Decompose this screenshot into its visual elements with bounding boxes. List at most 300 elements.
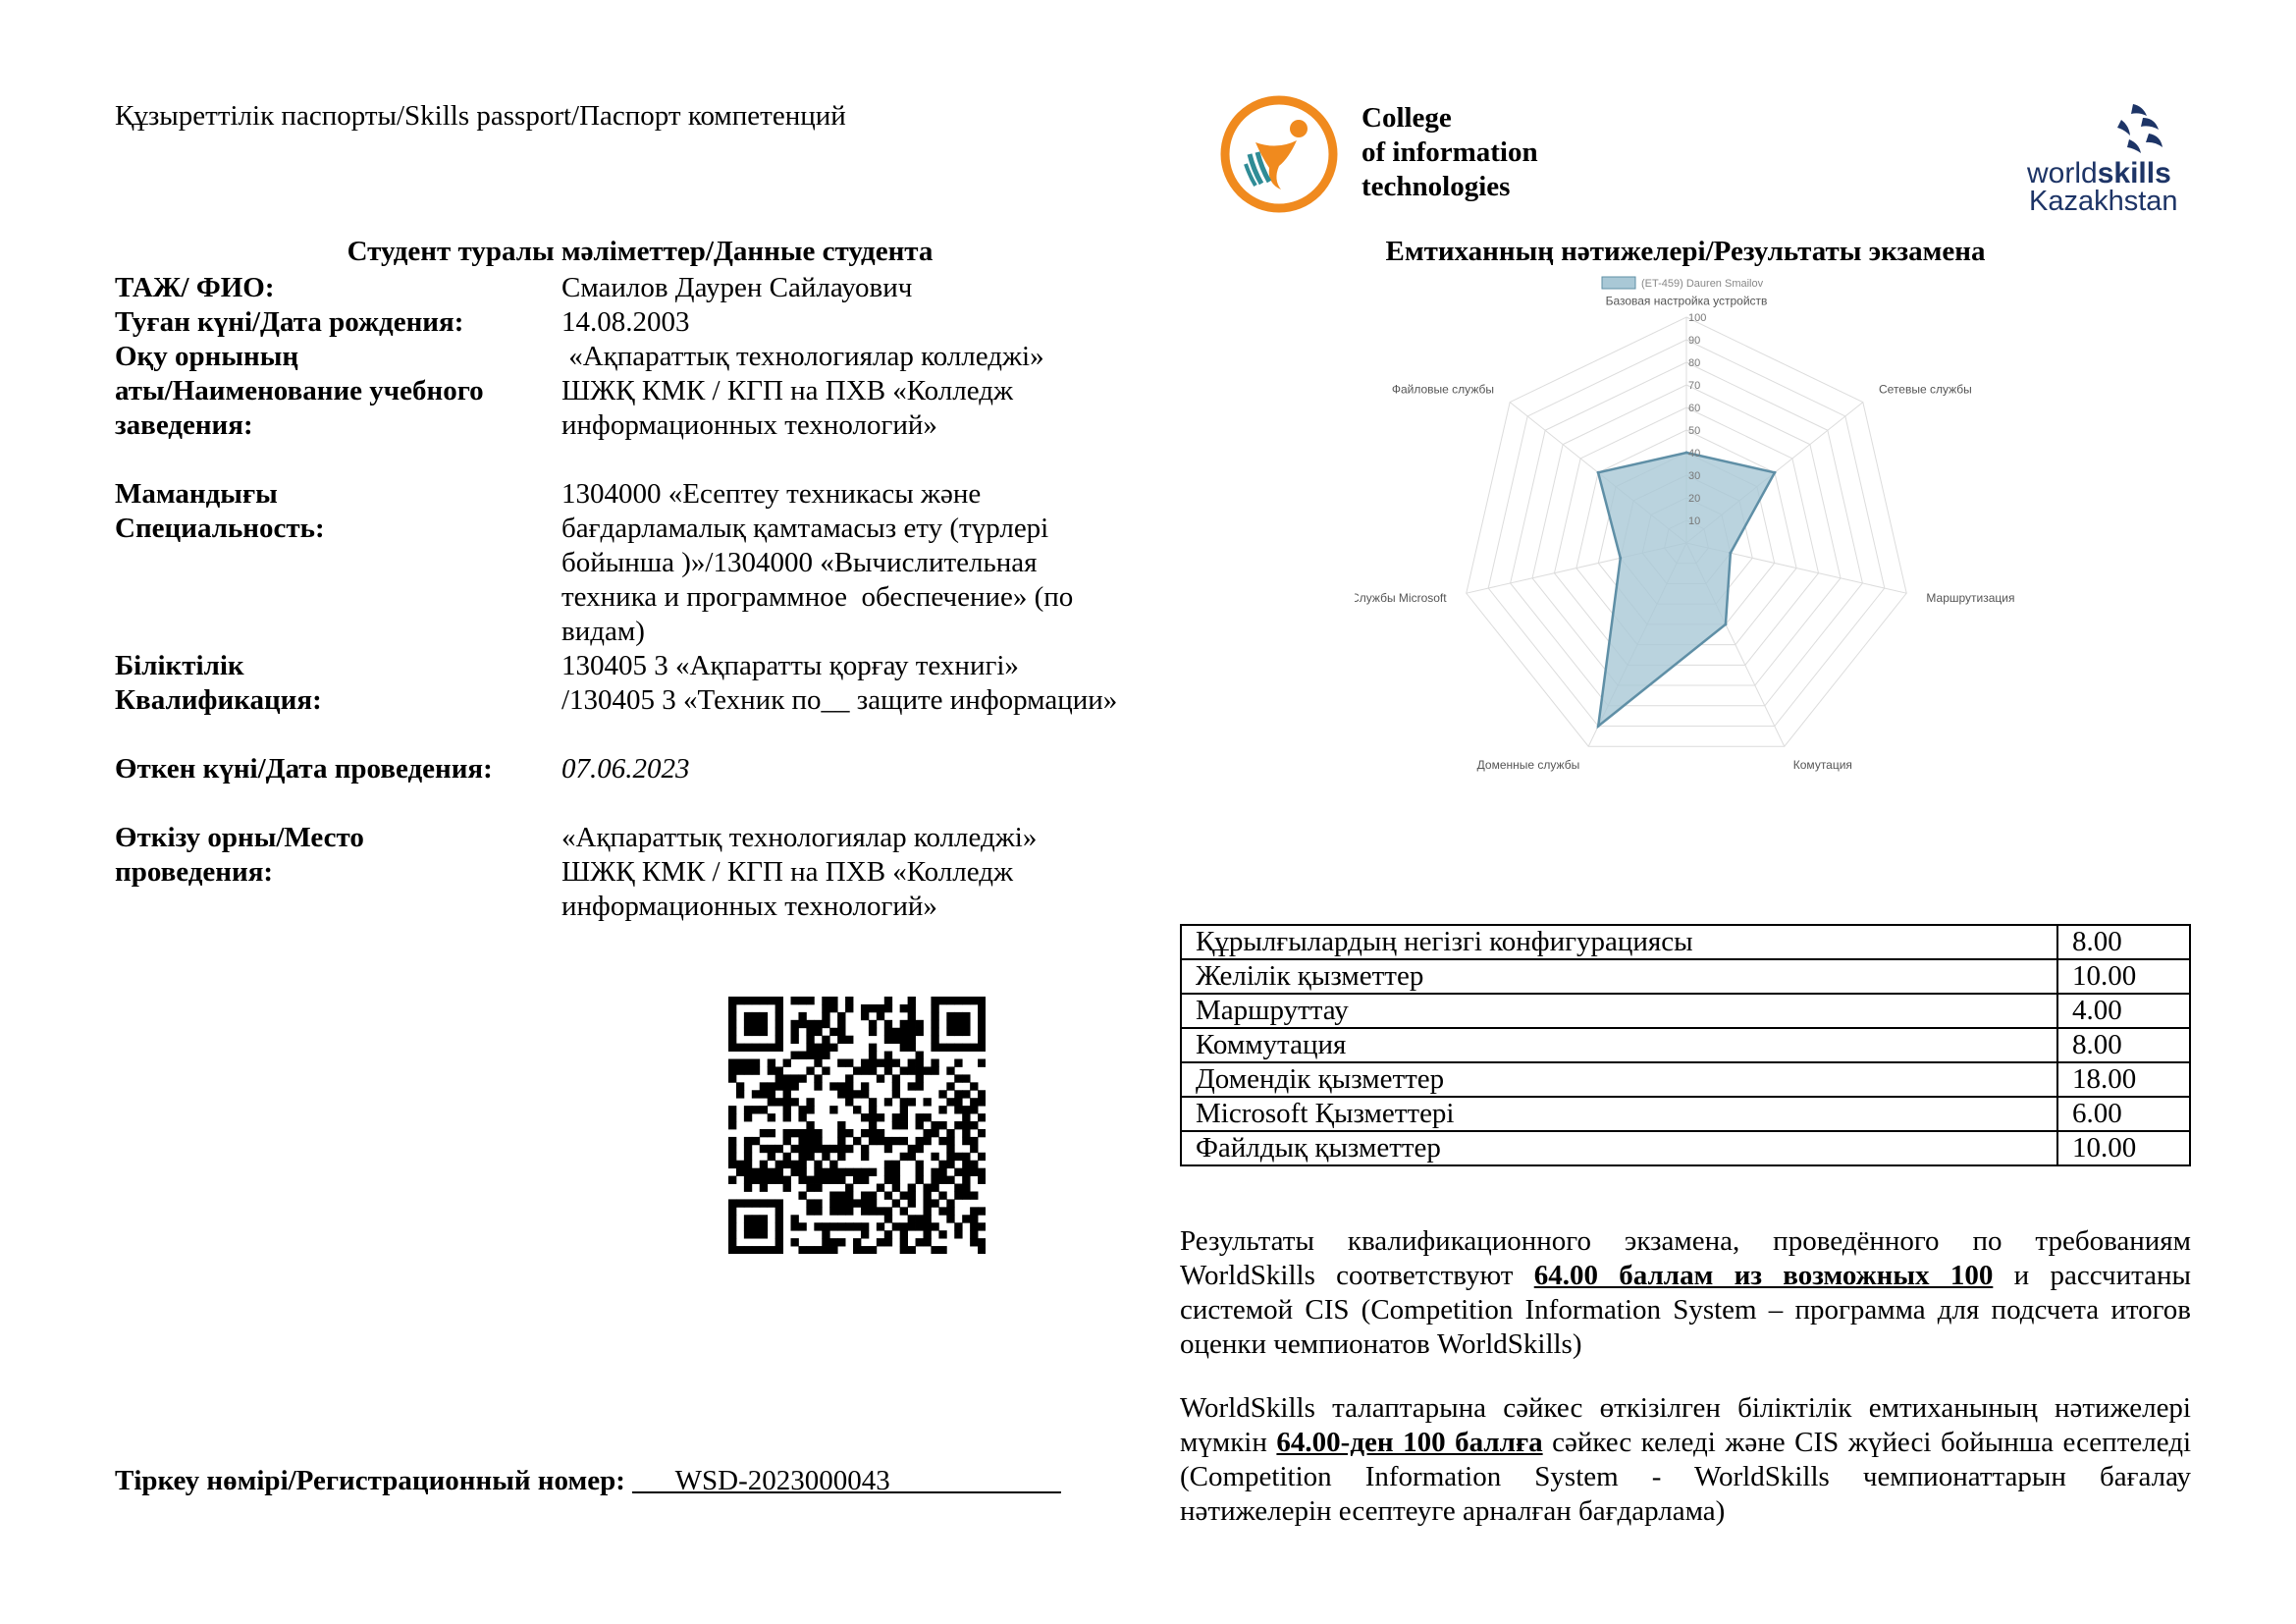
qr-module <box>822 1004 829 1012</box>
qr-module <box>822 1036 829 1044</box>
specialty-value <box>561 477 1165 649</box>
qr-module <box>869 1059 877 1067</box>
qr-module <box>954 1222 962 1230</box>
qr-module <box>783 1153 791 1161</box>
qr-module <box>853 1199 861 1207</box>
qr-module <box>845 1074 853 1082</box>
qr-module <box>768 1113 775 1121</box>
qr-module <box>946 1044 954 1052</box>
qr-module <box>861 1113 869 1121</box>
specialty-row <box>115 477 1165 649</box>
qr-module <box>791 1036 799 1044</box>
qr-module <box>861 1066 869 1074</box>
qr-module <box>892 1036 900 1044</box>
qr-module <box>845 1207 853 1215</box>
qr-module <box>845 1199 853 1207</box>
qr-module <box>861 1090 869 1098</box>
qr-module <box>916 1215 924 1222</box>
qr-module <box>884 1098 892 1106</box>
score-row <box>1181 994 2190 1028</box>
qr-module <box>970 1168 978 1176</box>
qr-module <box>869 1191 877 1199</box>
qr-module <box>938 1176 946 1184</box>
qr-module <box>783 1059 791 1067</box>
qr-module <box>931 1222 938 1230</box>
qr-module <box>900 1020 908 1028</box>
qr-module <box>728 1004 736 1012</box>
dob-label: Туған күні/Дата рождения: <box>115 306 464 338</box>
qr-module <box>728 1121 736 1129</box>
fio-value: Смаилов Даурен Сайлауович <box>561 272 913 303</box>
qr-module <box>798 1113 806 1121</box>
score-row-name: Желілік қызметтер <box>1181 959 2057 994</box>
qr-module <box>954 1020 962 1028</box>
qr-module <box>884 1145 892 1153</box>
qr-module <box>923 1207 931 1215</box>
qr-module <box>931 1153 938 1161</box>
qr-module <box>822 1230 829 1238</box>
qr-module <box>806 997 814 1004</box>
qr-module <box>760 1168 768 1176</box>
qr-module <box>931 1059 938 1067</box>
qr-module <box>829 1199 837 1207</box>
qr-module <box>861 1082 869 1090</box>
qr-module <box>900 1066 908 1074</box>
qr-module <box>837 1090 845 1098</box>
qr-module <box>916 1168 924 1176</box>
qr-module <box>744 1176 752 1184</box>
category-label: Комутация <box>1792 757 1852 772</box>
specialty-label-line2: Специальность: <box>115 513 325 544</box>
qr-module <box>884 1176 892 1184</box>
qr-module <box>760 1012 768 1020</box>
score-row <box>1181 1131 2190 1165</box>
qualification-label <box>115 649 561 718</box>
qr-module <box>768 1153 775 1161</box>
qr-module <box>752 1020 760 1028</box>
qr-module <box>861 1199 869 1207</box>
qr-module <box>728 1145 736 1153</box>
qr-module <box>822 1145 829 1153</box>
qr-module <box>923 1191 931 1199</box>
qr-module <box>908 1153 916 1161</box>
school-label-line2: аты/Наименование учебного <box>115 375 484 406</box>
qr-module <box>814 1207 822 1215</box>
result-ru-text2: и рассчитаны системой CIS (Competition Information System – программа для подсчета итогов оценки чемпионатов WorldSkills) <box>1180 1260 2191 1360</box>
qualification-row <box>115 649 1165 718</box>
qr-module <box>877 1059 884 1067</box>
qr-module <box>728 1020 736 1028</box>
qr-module <box>775 1168 783 1176</box>
school-value-line3: информационных технологий» <box>561 409 937 441</box>
qr-module <box>829 1028 837 1036</box>
qr-module <box>837 1222 845 1230</box>
score-row <box>1181 959 2190 994</box>
student-section-title: Студент туралы мәліметтер/Данные студента <box>347 236 934 267</box>
qr-module <box>892 1121 900 1129</box>
qr-module <box>760 1020 768 1028</box>
qr-module <box>736 1161 744 1168</box>
qr-module <box>970 1161 978 1168</box>
qr-module <box>970 1215 978 1222</box>
qr-module <box>900 1098 908 1106</box>
qr-module <box>768 1098 775 1106</box>
qr-module <box>760 1129 768 1137</box>
qr-code-icon <box>728 997 986 1254</box>
qr-module <box>806 1036 814 1044</box>
qr-module <box>744 1137 752 1145</box>
qr-module <box>853 1222 861 1230</box>
qr-module <box>845 1145 853 1153</box>
qr-module <box>744 1020 752 1028</box>
qr-module <box>798 1106 806 1113</box>
qr-module <box>861 1222 869 1230</box>
qr-module <box>806 1207 814 1215</box>
qr-module <box>760 1184 768 1192</box>
qr-module <box>908 1059 916 1067</box>
series-point <box>1619 557 1622 560</box>
qr-module <box>798 1012 806 1020</box>
qr-module <box>829 1004 837 1012</box>
qr-module <box>869 1052 877 1059</box>
qr-module <box>837 1036 845 1044</box>
qr-module <box>931 1020 938 1028</box>
qr-module <box>837 1082 845 1090</box>
qr-module <box>814 1145 822 1153</box>
result-ru-text1: Результаты квалификационного экзамена, проведённого по требованиям WorldSkills соответствуют <box>1180 1225 2191 1291</box>
qr-module <box>829 1044 837 1052</box>
qr-module <box>829 1106 837 1113</box>
qr-module <box>978 1004 986 1012</box>
qr-module <box>931 1012 938 1020</box>
qr-module <box>931 1028 938 1036</box>
qr-module <box>884 1161 892 1168</box>
tick-label: 40 <box>1688 448 1701 460</box>
qr-module <box>736 1246 744 1254</box>
qr-module <box>869 1207 877 1215</box>
qualification-label-line1: Біліктілік <box>115 650 244 681</box>
qr-module <box>736 1082 744 1090</box>
tick-label: 100 <box>1688 312 1707 324</box>
qr-module <box>806 1246 814 1254</box>
qr-module <box>728 1199 736 1207</box>
legend-swatch <box>1602 277 1635 289</box>
qr-module <box>869 1137 877 1145</box>
qr-module <box>931 1246 938 1254</box>
qr-module <box>946 1137 954 1145</box>
qr-module <box>978 1176 986 1184</box>
qr-module <box>829 1222 837 1230</box>
fio-row <box>115 271 1165 305</box>
qr-module <box>884 1028 892 1036</box>
qr-module <box>900 1230 908 1238</box>
qr-module <box>744 1199 752 1207</box>
registration-label: Тіркеу нөмірі/Регистрационный номер: <box>115 1465 633 1496</box>
qr-module <box>946 1161 954 1168</box>
qr-module <box>806 1020 814 1028</box>
qr-module <box>791 997 799 1004</box>
qr-module <box>877 1222 884 1230</box>
qr-module <box>814 1129 822 1137</box>
qr-module <box>829 997 837 1004</box>
qr-module <box>845 1222 853 1230</box>
qr-module <box>954 1168 962 1176</box>
qr-module <box>728 1137 736 1145</box>
worldskills-word-world: world <box>2027 157 2098 189</box>
qr-module <box>736 997 744 1004</box>
category-label: Маршрутизация <box>1926 590 2015 605</box>
qr-module <box>923 1184 931 1192</box>
qr-module <box>806 1052 814 1059</box>
qr-module <box>978 1020 986 1028</box>
qr-module <box>970 1191 978 1199</box>
qr-module <box>806 1066 814 1074</box>
qr-module <box>884 1168 892 1176</box>
qr-module <box>931 1176 938 1184</box>
qr-module <box>744 1168 752 1176</box>
qr-module <box>783 1161 791 1168</box>
fio-label: ТАЖ/ ФИО: <box>115 272 275 303</box>
qr-module <box>768 1082 775 1090</box>
qr-module <box>916 1082 924 1090</box>
qr-module <box>728 1106 736 1113</box>
college-name <box>1362 101 1538 204</box>
qr-module <box>916 1238 924 1246</box>
qr-module <box>884 1191 892 1199</box>
qr-module <box>962 1184 970 1192</box>
qr-module <box>923 1129 931 1137</box>
qr-module <box>783 1082 791 1090</box>
qr-module <box>760 1106 768 1113</box>
qr-module <box>775 1020 783 1028</box>
score-row <box>1181 925 2190 959</box>
category-label: Службы Microsoft <box>1355 590 1447 605</box>
qr-module <box>806 1137 814 1145</box>
qr-module <box>822 1238 829 1246</box>
qr-module <box>798 1161 806 1168</box>
qr-module <box>853 1137 861 1145</box>
qr-module <box>970 1207 978 1215</box>
worldskills-word-kazakhstan: Kazakhstan <box>2029 186 2178 217</box>
qr-module <box>900 1121 908 1129</box>
qr-module <box>783 1074 791 1082</box>
qr-module <box>728 1036 736 1044</box>
results-section-title: Емтиханның нәтижелері/Результаты экзамена <box>1385 236 1986 267</box>
qr-module <box>783 1184 791 1192</box>
qr-module <box>970 1222 978 1230</box>
qr-module <box>861 1145 869 1153</box>
qr-module <box>791 1222 799 1230</box>
qr-module <box>931 1121 938 1129</box>
qr-module <box>900 1113 908 1121</box>
qr-module <box>798 1246 806 1254</box>
qr-module <box>806 1199 814 1207</box>
qr-module <box>768 1246 775 1254</box>
qr-module <box>938 1191 946 1199</box>
qr-module <box>962 1137 970 1145</box>
qr-module <box>908 1199 916 1207</box>
dob-value: 14.08.2003 <box>561 306 690 338</box>
qr-module <box>970 1137 978 1145</box>
qr-module <box>916 1222 924 1230</box>
qr-module <box>970 1044 978 1052</box>
qr-module <box>728 1176 736 1184</box>
score-row <box>1181 1097 2190 1131</box>
qr-module <box>853 1090 861 1098</box>
specialty-value-line5: видам) <box>561 616 645 647</box>
qr-module <box>775 1012 783 1020</box>
qr-module <box>845 1036 853 1044</box>
qr-module <box>861 1153 869 1161</box>
qr-module <box>728 1153 736 1161</box>
qr-module <box>908 1004 916 1012</box>
qr-module <box>908 1222 916 1230</box>
college-name-line2: of information <box>1362 136 1538 168</box>
qr-module <box>970 1106 978 1113</box>
place-value-line2: ШЖҚ КМК / КГП на ПХВ «Колледж <box>561 856 1014 888</box>
qr-module <box>829 1176 837 1184</box>
qr-module <box>946 1020 954 1028</box>
qr-module <box>814 1044 822 1052</box>
qr-module <box>752 1106 760 1113</box>
qr-module <box>869 1020 877 1028</box>
qr-module <box>931 1004 938 1012</box>
category-label: Файловые службы <box>1391 382 1494 397</box>
passport-title: Құзыреттілік паспорты/Skills passport/Паспорт компетенций <box>115 100 846 132</box>
qr-module <box>853 1168 861 1176</box>
qr-module <box>892 1113 900 1121</box>
qr-module <box>938 1207 946 1215</box>
qr-module <box>728 1044 736 1052</box>
qr-module <box>814 1059 822 1067</box>
qr-module <box>760 1215 768 1222</box>
qr-module <box>791 1028 799 1036</box>
qr-module <box>877 1137 884 1145</box>
qr-module <box>962 1106 970 1113</box>
qr-module <box>845 1082 853 1090</box>
qr-module <box>916 1052 924 1059</box>
qr-module <box>744 1222 752 1230</box>
qr-module <box>791 1168 799 1176</box>
qr-module <box>884 1238 892 1246</box>
qr-module <box>775 1230 783 1238</box>
qr-module <box>853 1238 861 1246</box>
qr-module <box>978 1113 986 1121</box>
qr-module <box>744 1215 752 1222</box>
qr-module <box>970 1098 978 1106</box>
qr-module <box>884 1066 892 1074</box>
tick-label: 30 <box>1688 470 1701 482</box>
qr-module <box>760 1176 768 1184</box>
qr-module <box>775 1176 783 1184</box>
qr-module <box>962 1044 970 1052</box>
qr-module <box>744 1044 752 1052</box>
school-label-line3: заведения: <box>115 409 253 441</box>
qr-module <box>744 1028 752 1036</box>
qr-module <box>931 1168 938 1176</box>
qr-module <box>884 1052 892 1059</box>
qr-module <box>728 1222 736 1230</box>
qr-module <box>744 1153 752 1161</box>
qr-module <box>752 997 760 1004</box>
score-row-name: Маршруттау <box>1181 994 2057 1028</box>
score-row-name: Коммутация <box>1181 1028 2057 1062</box>
qr-module <box>798 1145 806 1153</box>
qr-module <box>908 1012 916 1020</box>
qr-module <box>884 1059 892 1067</box>
qr-module <box>962 1121 970 1129</box>
qr-module <box>869 1129 877 1137</box>
qr-module <box>791 1238 799 1246</box>
qr-module <box>869 1044 877 1052</box>
qr-module <box>962 1020 970 1028</box>
qr-module <box>728 1059 736 1067</box>
qr-module <box>845 1168 853 1176</box>
qr-module <box>760 1161 768 1168</box>
qr-module <box>791 1098 799 1106</box>
qr-module <box>798 1074 806 1082</box>
qr-module <box>954 1028 962 1036</box>
qr-module <box>752 1028 760 1036</box>
qr-module <box>978 1207 986 1215</box>
qr-module <box>938 1161 946 1168</box>
qr-module <box>946 1145 954 1153</box>
school-value-line2: ШЖҚ КМК / КГП на ПХВ «Колледж <box>561 375 1014 406</box>
qr-module <box>978 1028 986 1036</box>
qr-module <box>845 997 853 1004</box>
qr-module <box>760 1090 768 1098</box>
qr-module <box>892 1199 900 1207</box>
college-logo-icon <box>1220 95 1338 213</box>
result-kz-score: 64.00-ден 100 баллға <box>1276 1427 1543 1458</box>
qr-module <box>791 1020 799 1028</box>
qr-module <box>978 1153 986 1161</box>
qr-module <box>845 1098 853 1106</box>
qr-module <box>752 1044 760 1052</box>
result-kz-text2: сәйкес келеді және CIS жүйесі бойынша есептеледі (Competition Information System - WorldSkills чемпионаттарын бағалау нәтижелерін есептеуге арналған бағдарлама) <box>1180 1427 2192 1527</box>
qr-module <box>822 1222 829 1230</box>
qualification-value-line2: /130405 3 «Техник по__ защите информации» <box>561 684 1118 716</box>
qr-module <box>775 1199 783 1207</box>
qr-module <box>861 1012 869 1020</box>
qr-module <box>822 1044 829 1052</box>
qr-module <box>806 1098 814 1106</box>
qr-module <box>752 1137 760 1145</box>
qr-module <box>970 1230 978 1238</box>
qr-module <box>744 1066 752 1074</box>
qr-module <box>916 1059 924 1067</box>
school-row <box>115 340 1165 443</box>
qr-module <box>900 1222 908 1230</box>
qr-module <box>814 1246 822 1254</box>
qr-module <box>806 1044 814 1052</box>
qr-module <box>752 1222 760 1230</box>
qr-module <box>931 997 938 1004</box>
qr-module <box>892 1090 900 1098</box>
qr-module <box>916 1145 924 1153</box>
qualification-label-line2: Квалификация: <box>115 684 322 716</box>
qr-module <box>829 1246 837 1254</box>
qr-module <box>923 1199 931 1207</box>
qr-module <box>908 1044 916 1052</box>
qr-module <box>798 1052 806 1059</box>
qr-module <box>775 1238 783 1246</box>
qr-module <box>822 1066 829 1074</box>
qr-module <box>923 1066 931 1074</box>
qr-module <box>768 1168 775 1176</box>
qr-module <box>931 1044 938 1052</box>
qr-module <box>768 1129 775 1137</box>
